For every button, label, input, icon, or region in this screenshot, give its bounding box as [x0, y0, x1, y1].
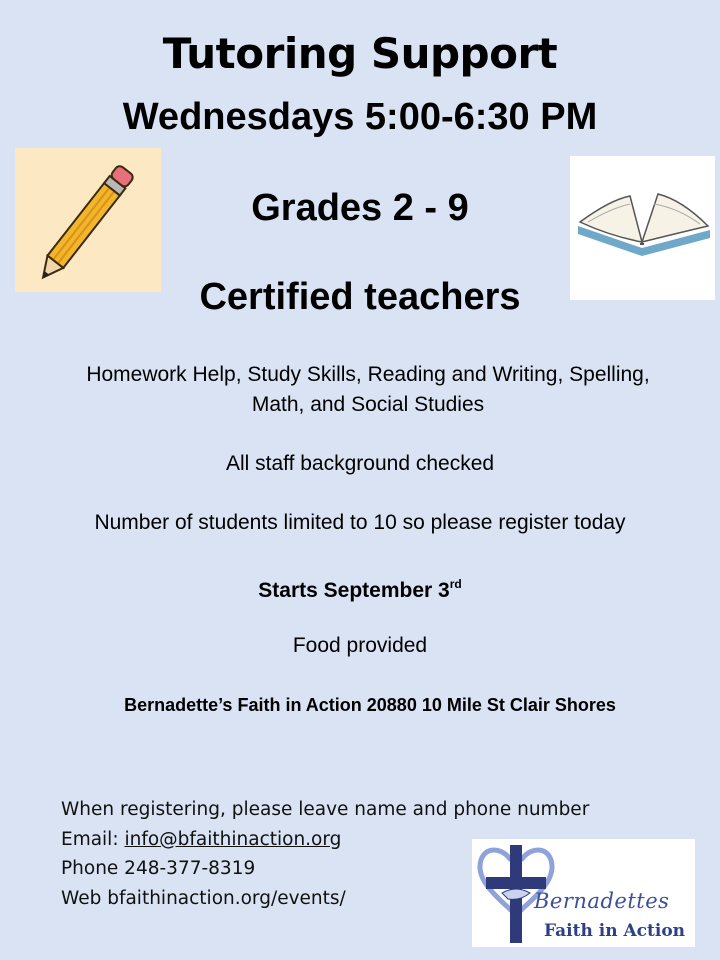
student-limit-text: Number of students limited to 10 so please register today — [94, 511, 626, 534]
schedule-heading: Wednesdays 5:00-6:30 PM — [122, 96, 598, 138]
subjects-line-1: Homework Help, Study Skills, Reading and Writing, Spelling, — [86, 363, 650, 386]
background-check-text: All staff background checked — [225, 452, 495, 475]
start-date-suffix: rd — [449, 577, 462, 591]
start-date-label: Starts September 3 — [258, 579, 450, 602]
email-link[interactable]: info@bfaithinaction.org — [124, 828, 342, 850]
grades-heading: Grades 2 - 9 — [251, 187, 469, 229]
start-date-text — [0, 570, 720, 605]
logo-faith-text: Faith in Action — [544, 921, 686, 941]
organization-logo — [472, 839, 695, 947]
logo-script-text: Bernadettes — [534, 889, 670, 913]
subjects-line-2: Math, and Social Studies — [251, 393, 485, 416]
address-text: Bernadette’s Faith in Action 20880 10 Mile St Clair Shores — [124, 695, 616, 715]
food-text: Food provided — [292, 634, 428, 657]
phone-line: Phone 248-377-8319 — [61, 858, 256, 879]
subjects-text — [30, 360, 706, 420]
email-label: Email: — [61, 828, 125, 850]
web-line: Web bfaithinaction.org/events/ — [61, 887, 346, 909]
registering-note: When registering, please leave name and phone number — [61, 799, 590, 820]
teachers-heading: Certified teachers — [199, 276, 521, 318]
page-title: Tutoring Support — [162, 29, 558, 78]
